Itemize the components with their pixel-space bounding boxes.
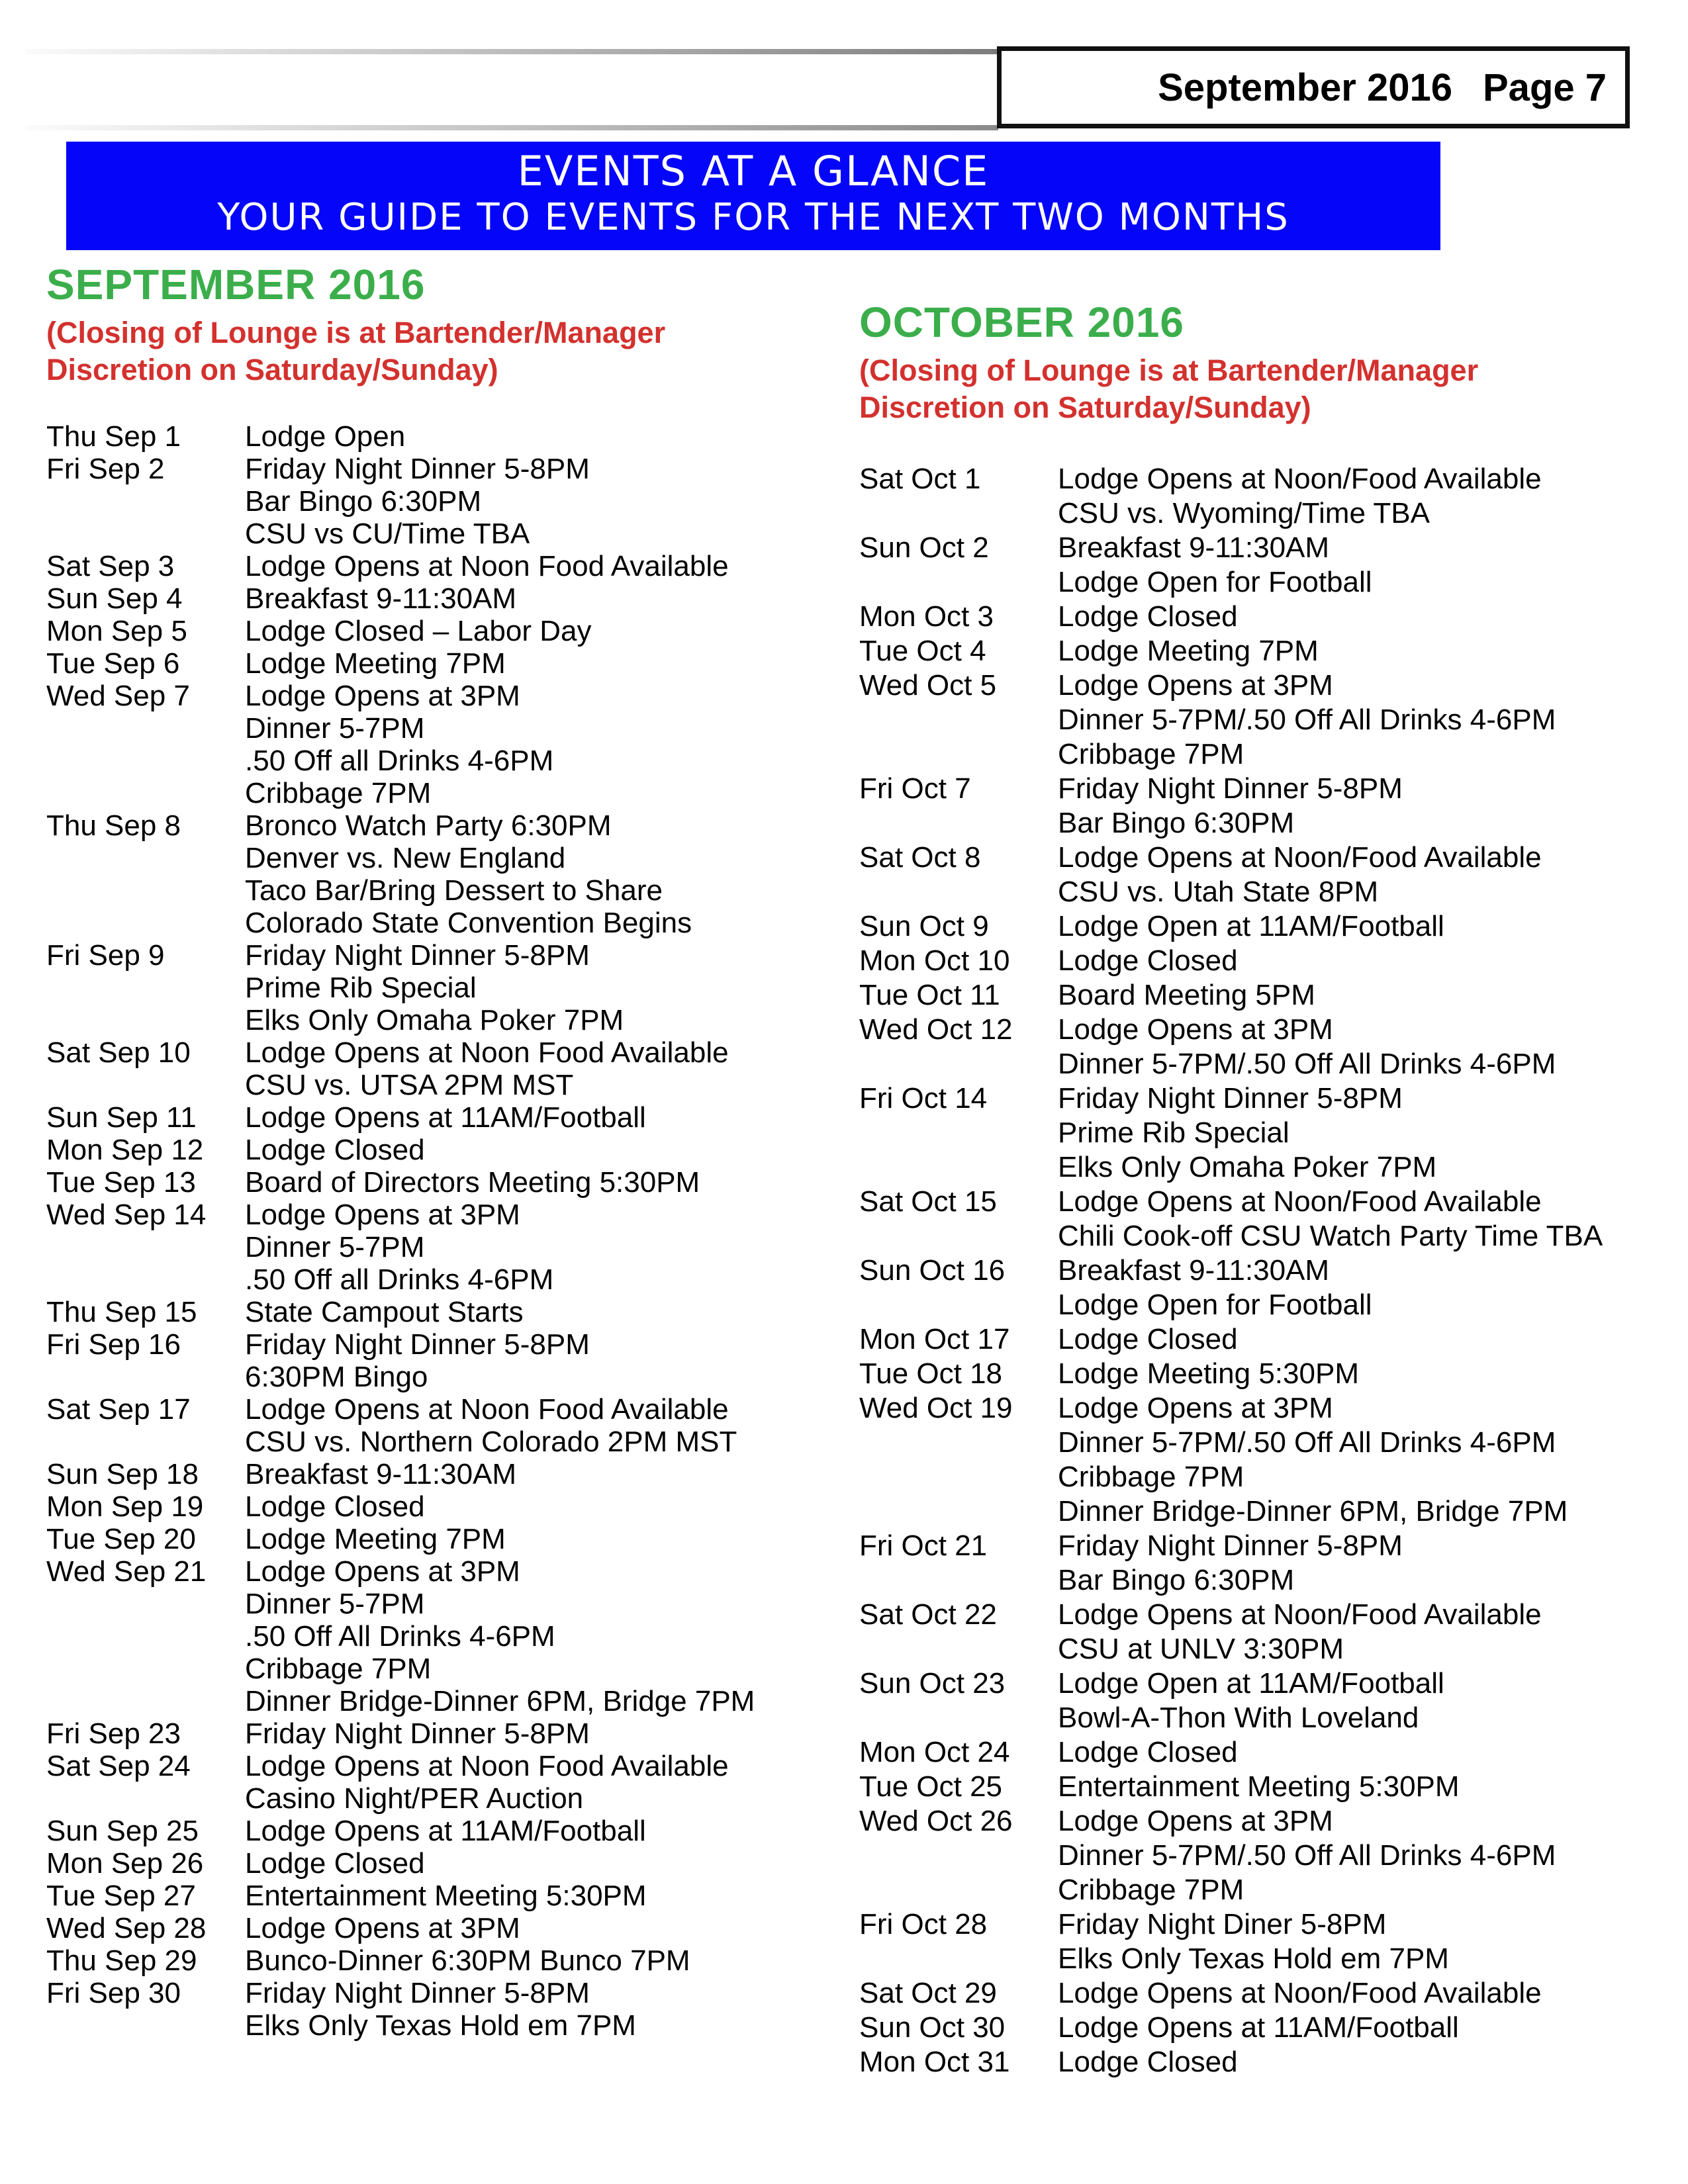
event-description: CSU vs. Utah State 8PM (1058, 876, 1379, 908)
event-day-label: Wed Oct 19 (859, 1392, 1013, 1424)
october-note: (Closing of Lounge is at Bartender/Manager Discretion on Saturday/Sunday) (859, 353, 1479, 424)
event-description: Lodge Opens at 3PM (1058, 1013, 1333, 1046)
event-lines (245, 1523, 834, 1555)
event-row (46, 1393, 834, 1458)
event-description: Friday Night Dinner 5-8PM (245, 1717, 590, 1750)
event-row (46, 1847, 834, 1880)
event-lines (1058, 1253, 1660, 1322)
event-lines (245, 1555, 834, 1717)
event-description: CSU vs. UTSA 2PM MST (245, 1069, 574, 1101)
event-day-label: Fri Sep 16 (46, 1328, 181, 1361)
event-day-label: Sun Sep 4 (46, 582, 183, 615)
event-lines (245, 1134, 834, 1166)
event-description: Friday Night Dinner 5-8PM (1058, 1082, 1403, 1115)
event-description: Cribbage 7PM (245, 777, 432, 809)
event-description: Lodge Opens at Noon/Food Available (1058, 1977, 1542, 2009)
event-day-label: Tue Sep 6 (46, 647, 180, 680)
event-lines (245, 550, 834, 582)
event-lines (245, 1393, 834, 1458)
event-description: Lodge Opens at 11AM/Football (245, 1101, 646, 1134)
event-day-label: Thu Sep 29 (46, 1944, 197, 1977)
event-lines (1058, 1013, 1660, 1081)
event-description: Entertainment Meeting 5:30PM (1058, 1770, 1460, 1803)
event-description: Lodge Opens at 11AM/Football (245, 1815, 646, 1847)
event-lines (1058, 634, 1660, 668)
events-banner (66, 142, 1440, 250)
event-day-label: Fri Oct 21 (859, 1529, 988, 1562)
event-day-label: Fri Oct 28 (859, 1908, 988, 1940)
event-day-label: Fri Sep 23 (46, 1717, 181, 1750)
event-description: CSU at UNLV 3:30PM (1058, 1633, 1344, 1665)
event-row (46, 420, 834, 453)
event-row (859, 841, 1660, 909)
event-row (46, 1912, 834, 1944)
event-day-label: Thu Sep 8 (46, 809, 181, 842)
event-row (46, 1036, 834, 1101)
event-description: Dinner 5-7PM/.50 Off All Drinks 4-6PM (1058, 1839, 1556, 1872)
event-description: Lodge Closed (245, 1134, 425, 1166)
header-month-year: September 2016 (1158, 66, 1452, 109)
event-description: Lodge Opens at Noon Food Available (245, 1393, 729, 1426)
event-row (46, 615, 834, 647)
event-day-label: Sat Oct 29 (859, 1977, 997, 2009)
event-description: Bar Bingo 6:30PM (245, 485, 482, 518)
event-description: Lodge Opens at Noon/Food Available (1058, 1185, 1542, 1218)
event-lines (245, 1296, 834, 1328)
event-day-label: Mon Oct 24 (859, 1736, 1010, 1768)
event-description: Lodge Meeting 5:30PM (1058, 1357, 1359, 1390)
event-row (859, 944, 1660, 978)
event-row (46, 1555, 834, 1717)
event-description: Lodge Open at 11AM/Football (1058, 910, 1444, 942)
event-row (46, 1166, 834, 1199)
event-day-label: Mon Oct 31 (859, 2046, 1010, 2078)
event-description: Lodge Closed (245, 1490, 425, 1523)
event-description: Lodge Closed (245, 1847, 425, 1880)
event-day-label: Sat Oct 8 (859, 841, 981, 874)
event-row (859, 1391, 1660, 1529)
event-day-label: Sat Oct 22 (859, 1598, 997, 1631)
event-description: Lodge Closed (1058, 1323, 1238, 1355)
event-lines (1058, 909, 1660, 944)
event-lines (1058, 1735, 1660, 1770)
event-lines (245, 809, 834, 939)
event-day-label: Fri Sep 9 (46, 939, 165, 972)
event-description: Friday Night Diner 5-8PM (1058, 1908, 1387, 1940)
event-day-label: Fri Oct 14 (859, 1082, 988, 1115)
event-description: Bronco Watch Party 6:30PM (245, 809, 612, 842)
event-day-label: Tue Oct 18 (859, 1357, 1003, 1390)
event-lines (245, 680, 834, 809)
event-description: Breakfast 9-11:30AM (245, 1458, 517, 1490)
event-lines (245, 1944, 834, 1977)
event-row (46, 453, 834, 550)
event-lines (1058, 1529, 1660, 1598)
event-description: Dinner 5-7PM/.50 Off All Drinks 4-6PM (1058, 1426, 1556, 1459)
event-lines (1058, 462, 1660, 531)
event-description: Dinner Bridge-Dinner 6PM, Bridge 7PM (245, 1685, 755, 1717)
event-description: Cribbage 7PM (1058, 1874, 1244, 1906)
event-description: Board of Directors Meeting 5:30PM (245, 1166, 700, 1199)
event-description: Lodge Opens at Noon/Food Available (1058, 1598, 1542, 1631)
event-row (859, 634, 1660, 668)
event-row (859, 1976, 1660, 2011)
september-title: SEPTEMBER 2016 (46, 261, 426, 308)
september-column (46, 261, 834, 2042)
october-column (859, 299, 1660, 2079)
event-description: Breakfast 9-11:30AM (1058, 1254, 1330, 1287)
event-description: Board Meeting 5PM (1058, 979, 1315, 1011)
event-description: Colorado State Convention Begins (245, 907, 692, 939)
event-description: Breakfast 9-11:30AM (245, 582, 517, 615)
event-day-label: Sun Sep 25 (46, 1815, 199, 1847)
event-description: Bunco-Dinner 6:30PM Bunco 7PM (245, 1944, 690, 1977)
event-row (46, 939, 834, 1036)
event-row (859, 1907, 1660, 1976)
page-header-box (997, 46, 1630, 128)
event-description: .50 Off all Drinks 4-6PM (245, 1263, 554, 1296)
event-description: Bowl-A-Thon With Loveland (1058, 1702, 1419, 1734)
event-row (859, 1770, 1660, 1804)
event-lines (1058, 1804, 1660, 1907)
event-day-label: Sun Oct 16 (859, 1254, 1006, 1287)
event-row (46, 1458, 834, 1490)
event-lines (1058, 668, 1660, 772)
event-day-label: Mon Oct 17 (859, 1323, 1010, 1355)
event-description: Lodge Closed (1058, 1736, 1238, 1768)
event-lines (245, 1815, 834, 1847)
event-day-label: Tue Sep 27 (46, 1880, 196, 1912)
event-lines (245, 647, 834, 680)
event-day-label: Wed Sep 14 (46, 1199, 207, 1231)
event-day-label: Sat Sep 17 (46, 1393, 191, 1426)
event-lines (1058, 600, 1660, 634)
event-description: Friday Night Dinner 5-8PM (1058, 1529, 1403, 1562)
event-day-label: Wed Oct 12 (859, 1013, 1013, 1046)
event-row (46, 1750, 834, 1815)
event-description: Lodge Opens at 3PM (1058, 669, 1333, 702)
event-lines (245, 1750, 834, 1815)
event-lines (1058, 944, 1660, 978)
event-description: Cribbage 7PM (1058, 1461, 1244, 1493)
event-lines (1058, 978, 1660, 1013)
event-day-label: Fri Sep 30 (46, 1977, 181, 2009)
event-day-label: Tue Sep 13 (46, 1166, 196, 1199)
event-row (859, 2045, 1660, 2079)
event-day-label: Sun Sep 11 (46, 1101, 197, 1134)
event-description: Cribbage 7PM (1058, 738, 1244, 770)
event-description: Elks Only Texas Hold em 7PM (1058, 1942, 1449, 1975)
event-row (46, 1815, 834, 1847)
event-description: Lodge Open for Football (1058, 566, 1372, 598)
event-description: Elks Only Omaha Poker 7PM (245, 1004, 624, 1036)
event-description: Lodge Opens at 3PM (1058, 1805, 1333, 1837)
event-row (46, 1328, 834, 1393)
event-day-label: Mon Sep 19 (46, 1490, 204, 1523)
event-description: Friday Night Dinner 5-8PM (1058, 772, 1403, 805)
event-row (46, 1490, 834, 1523)
event-description: Lodge Open for Football (1058, 1289, 1372, 1321)
event-row (859, 1735, 1660, 1770)
event-row (859, 1666, 1660, 1735)
event-description: Lodge Opens at 3PM (1058, 1392, 1333, 1424)
event-description: Chili Cook-off CSU Watch Party Time TBA (1058, 1220, 1603, 1252)
event-description: Bar Bingo 6:30PM (1058, 1564, 1295, 1596)
event-description: Elks Only Texas Hold em 7PM (245, 2009, 636, 2042)
event-description: Lodge Opens at 3PM (245, 1555, 520, 1588)
event-lines (245, 1328, 834, 1393)
event-description: Lodge Closed (1058, 600, 1238, 633)
event-description: Friday Night Dinner 5-8PM (245, 453, 590, 485)
event-row (46, 550, 834, 582)
event-lines (245, 1977, 834, 2042)
event-row (859, 1253, 1660, 1322)
event-day-label: Thu Sep 15 (46, 1296, 197, 1328)
event-description: Dinner 5-7PM/.50 Off All Drinks 4-6PM (1058, 1048, 1556, 1080)
event-lines (245, 1199, 834, 1296)
event-row (859, 531, 1660, 600)
event-description: Lodge Closed – Labor Day (245, 615, 592, 647)
event-description: CSU vs. Wyoming/Time TBA (1058, 497, 1430, 529)
event-lines (1058, 1357, 1660, 1391)
event-lines (1058, 1081, 1660, 1185)
event-description: Lodge Closed (1058, 2046, 1238, 2078)
event-row (46, 1199, 834, 1296)
october-event-list (859, 462, 1660, 2079)
event-description: Dinner 5-7PM/.50 Off All Drinks 4-6PM (1058, 704, 1556, 736)
october-title: OCTOBER 2016 (859, 298, 1184, 346)
event-day-label: Tue Oct 4 (859, 635, 986, 667)
event-description: Casino Night/PER Auction (245, 1782, 584, 1815)
event-description: Denver vs. New England (245, 842, 566, 874)
event-description: Dinner 5-7PM (245, 1588, 425, 1620)
event-lines (245, 1912, 834, 1944)
event-description: 6:30PM Bingo (245, 1361, 428, 1393)
event-row (859, 462, 1660, 531)
event-row (46, 1944, 834, 1977)
event-day-label: Mon Sep 26 (46, 1847, 204, 1880)
event-day-label: Sat Sep 24 (46, 1750, 191, 1782)
event-day-label: Sun Sep 18 (46, 1458, 199, 1490)
event-lines (1058, 1666, 1660, 1735)
event-description: Elks Only Omaha Poker 7PM (1058, 1151, 1437, 1183)
event-lines (1058, 2045, 1660, 2079)
event-row (859, 668, 1660, 772)
event-lines (245, 453, 834, 550)
event-day-label: Tue Sep 20 (46, 1523, 196, 1555)
event-description: Lodge Opens at Noon/Food Available (1058, 463, 1542, 495)
event-description: Prime Rib Special (245, 972, 477, 1004)
event-lines (1058, 772, 1660, 841)
event-description: State Campout Starts (245, 1296, 524, 1328)
event-lines (245, 420, 834, 453)
event-description: Lodge Meeting 7PM (245, 1523, 506, 1555)
event-day-label: Wed Sep 28 (46, 1912, 207, 1944)
event-description: Cribbage 7PM (245, 1653, 432, 1685)
event-lines (245, 939, 834, 1036)
september-event-list (46, 420, 834, 2042)
event-lines (1058, 1976, 1660, 2011)
event-day-label: Thu Sep 1 (46, 420, 181, 453)
event-row (46, 1523, 834, 1555)
event-lines (1058, 1770, 1660, 1804)
event-lines (245, 1490, 834, 1523)
event-row (859, 1804, 1660, 1907)
event-row (46, 1977, 834, 2042)
event-lines (1058, 841, 1660, 909)
event-lines (1058, 1322, 1660, 1357)
event-day-label: Sat Sep 10 (46, 1036, 191, 1069)
event-day-label: Wed Sep 7 (46, 680, 190, 712)
event-row (46, 1717, 834, 1750)
event-description: CSU vs. Northern Colorado 2PM MST (245, 1426, 737, 1458)
event-day-label: Mon Oct 10 (859, 944, 1010, 977)
event-description: Lodge Opens at 11AM/Football (1058, 2011, 1459, 2044)
event-lines (245, 1036, 834, 1101)
event-description: Dinner Bridge-Dinner 6PM, Bridge 7PM (1058, 1495, 1568, 1527)
event-row (859, 1322, 1660, 1357)
event-description: Entertainment Meeting 5:30PM (245, 1880, 647, 1912)
event-description: Taco Bar/Bring Dessert to Share (245, 874, 663, 907)
event-description: Bar Bingo 6:30PM (1058, 807, 1295, 839)
event-description: Prime Rib Special (1058, 1116, 1289, 1149)
event-day-label: Mon Sep 12 (46, 1134, 204, 1166)
event-day-label: Sun Oct 23 (859, 1667, 1006, 1700)
event-description: Friday Night Dinner 5-8PM (245, 1328, 590, 1361)
event-lines (245, 615, 834, 647)
event-row (46, 1101, 834, 1134)
event-description: Lodge Opens at 3PM (245, 680, 520, 712)
event-row (859, 1081, 1660, 1185)
event-day-label: Mon Oct 3 (859, 600, 994, 633)
event-description: Lodge Opens at Noon Food Available (245, 1750, 729, 1782)
banner-subtitle: YOUR GUIDE TO EVENTS FOR THE NEXT TWO MONTHS (217, 196, 1289, 239)
event-lines (245, 582, 834, 615)
event-lines (1058, 1598, 1660, 1666)
event-description: Lodge Open (245, 420, 406, 453)
event-description: .50 Off All Drinks 4-6PM (245, 1620, 555, 1653)
event-row (46, 809, 834, 939)
event-description: Lodge Opens at Noon/Food Available (1058, 841, 1542, 874)
event-day-label: Tue Oct 11 (859, 979, 1000, 1011)
event-day-label: Sat Oct 15 (859, 1185, 997, 1218)
event-day-label: Sat Sep 3 (46, 550, 175, 582)
event-lines (245, 1166, 834, 1199)
event-description: Lodge Meeting 7PM (245, 647, 506, 680)
event-description: Lodge Closed (1058, 944, 1238, 977)
event-lines (245, 1717, 834, 1750)
event-description: Dinner 5-7PM (245, 712, 425, 745)
header-page-number: Page 7 (1483, 66, 1607, 109)
event-row (859, 978, 1660, 1013)
banner-title: EVENTS AT A GLANCE (517, 147, 990, 195)
event-day-label: Mon Sep 5 (46, 615, 187, 647)
event-day-label: Wed Oct 26 (859, 1805, 1013, 1837)
event-row (859, 909, 1660, 944)
event-lines (1058, 1185, 1660, 1253)
event-day-label: Fri Sep 2 (46, 453, 165, 485)
event-row (859, 2011, 1660, 2045)
event-row (859, 1185, 1660, 1253)
event-description: Lodge Meeting 7PM (1058, 635, 1319, 667)
event-row (46, 582, 834, 615)
event-lines (1058, 1907, 1660, 1976)
event-row (859, 772, 1660, 841)
event-description: Lodge Opens at 3PM (245, 1199, 520, 1231)
event-row (859, 1013, 1660, 1081)
event-row (46, 680, 834, 809)
event-lines (245, 1880, 834, 1912)
event-day-label: Sun Oct 2 (859, 531, 989, 564)
event-lines (245, 1847, 834, 1880)
event-row (859, 1598, 1660, 1666)
event-description: Friday Night Dinner 5-8PM (245, 1977, 590, 2009)
event-day-label: Wed Sep 21 (46, 1555, 207, 1588)
event-description: CSU vs CU/Time TBA (245, 518, 530, 550)
event-lines (245, 1101, 834, 1134)
event-row (859, 1529, 1660, 1598)
event-row (46, 1134, 834, 1166)
event-row (859, 1357, 1660, 1391)
event-row (46, 647, 834, 680)
event-description: Lodge Opens at Noon Food Available (245, 1036, 729, 1069)
event-row (859, 600, 1660, 634)
event-day-label: Sun Oct 9 (859, 910, 989, 942)
event-lines (1058, 531, 1660, 600)
event-description: Lodge Opens at Noon Food Available (245, 550, 729, 582)
event-day-label: Tue Oct 25 (859, 1770, 1003, 1803)
event-description: Friday Night Dinner 5-8PM (245, 939, 590, 972)
event-day-label: Sat Oct 1 (859, 463, 981, 495)
event-description: Lodge Open at 11AM/Football (1058, 1667, 1444, 1700)
event-row (46, 1880, 834, 1912)
event-day-label: Wed Oct 5 (859, 669, 997, 702)
event-row (46, 1296, 834, 1328)
september-note: (Closing of Lounge is at Bartender/Manager Discretion on Saturday/Sunday) (46, 316, 666, 387)
header-divider-line (25, 125, 998, 130)
event-description: .50 Off all Drinks 4-6PM (245, 745, 554, 777)
event-lines (245, 1458, 834, 1490)
event-description: Dinner 5-7PM (245, 1231, 425, 1263)
event-day-label: Sun Oct 30 (859, 2011, 1006, 2044)
event-day-label: Fri Oct 7 (859, 772, 971, 805)
event-lines (1058, 1391, 1660, 1529)
event-description: Breakfast 9-11:30AM (1058, 531, 1330, 564)
event-description: Lodge Opens at 3PM (245, 1912, 520, 1944)
event-lines (1058, 2011, 1660, 2045)
